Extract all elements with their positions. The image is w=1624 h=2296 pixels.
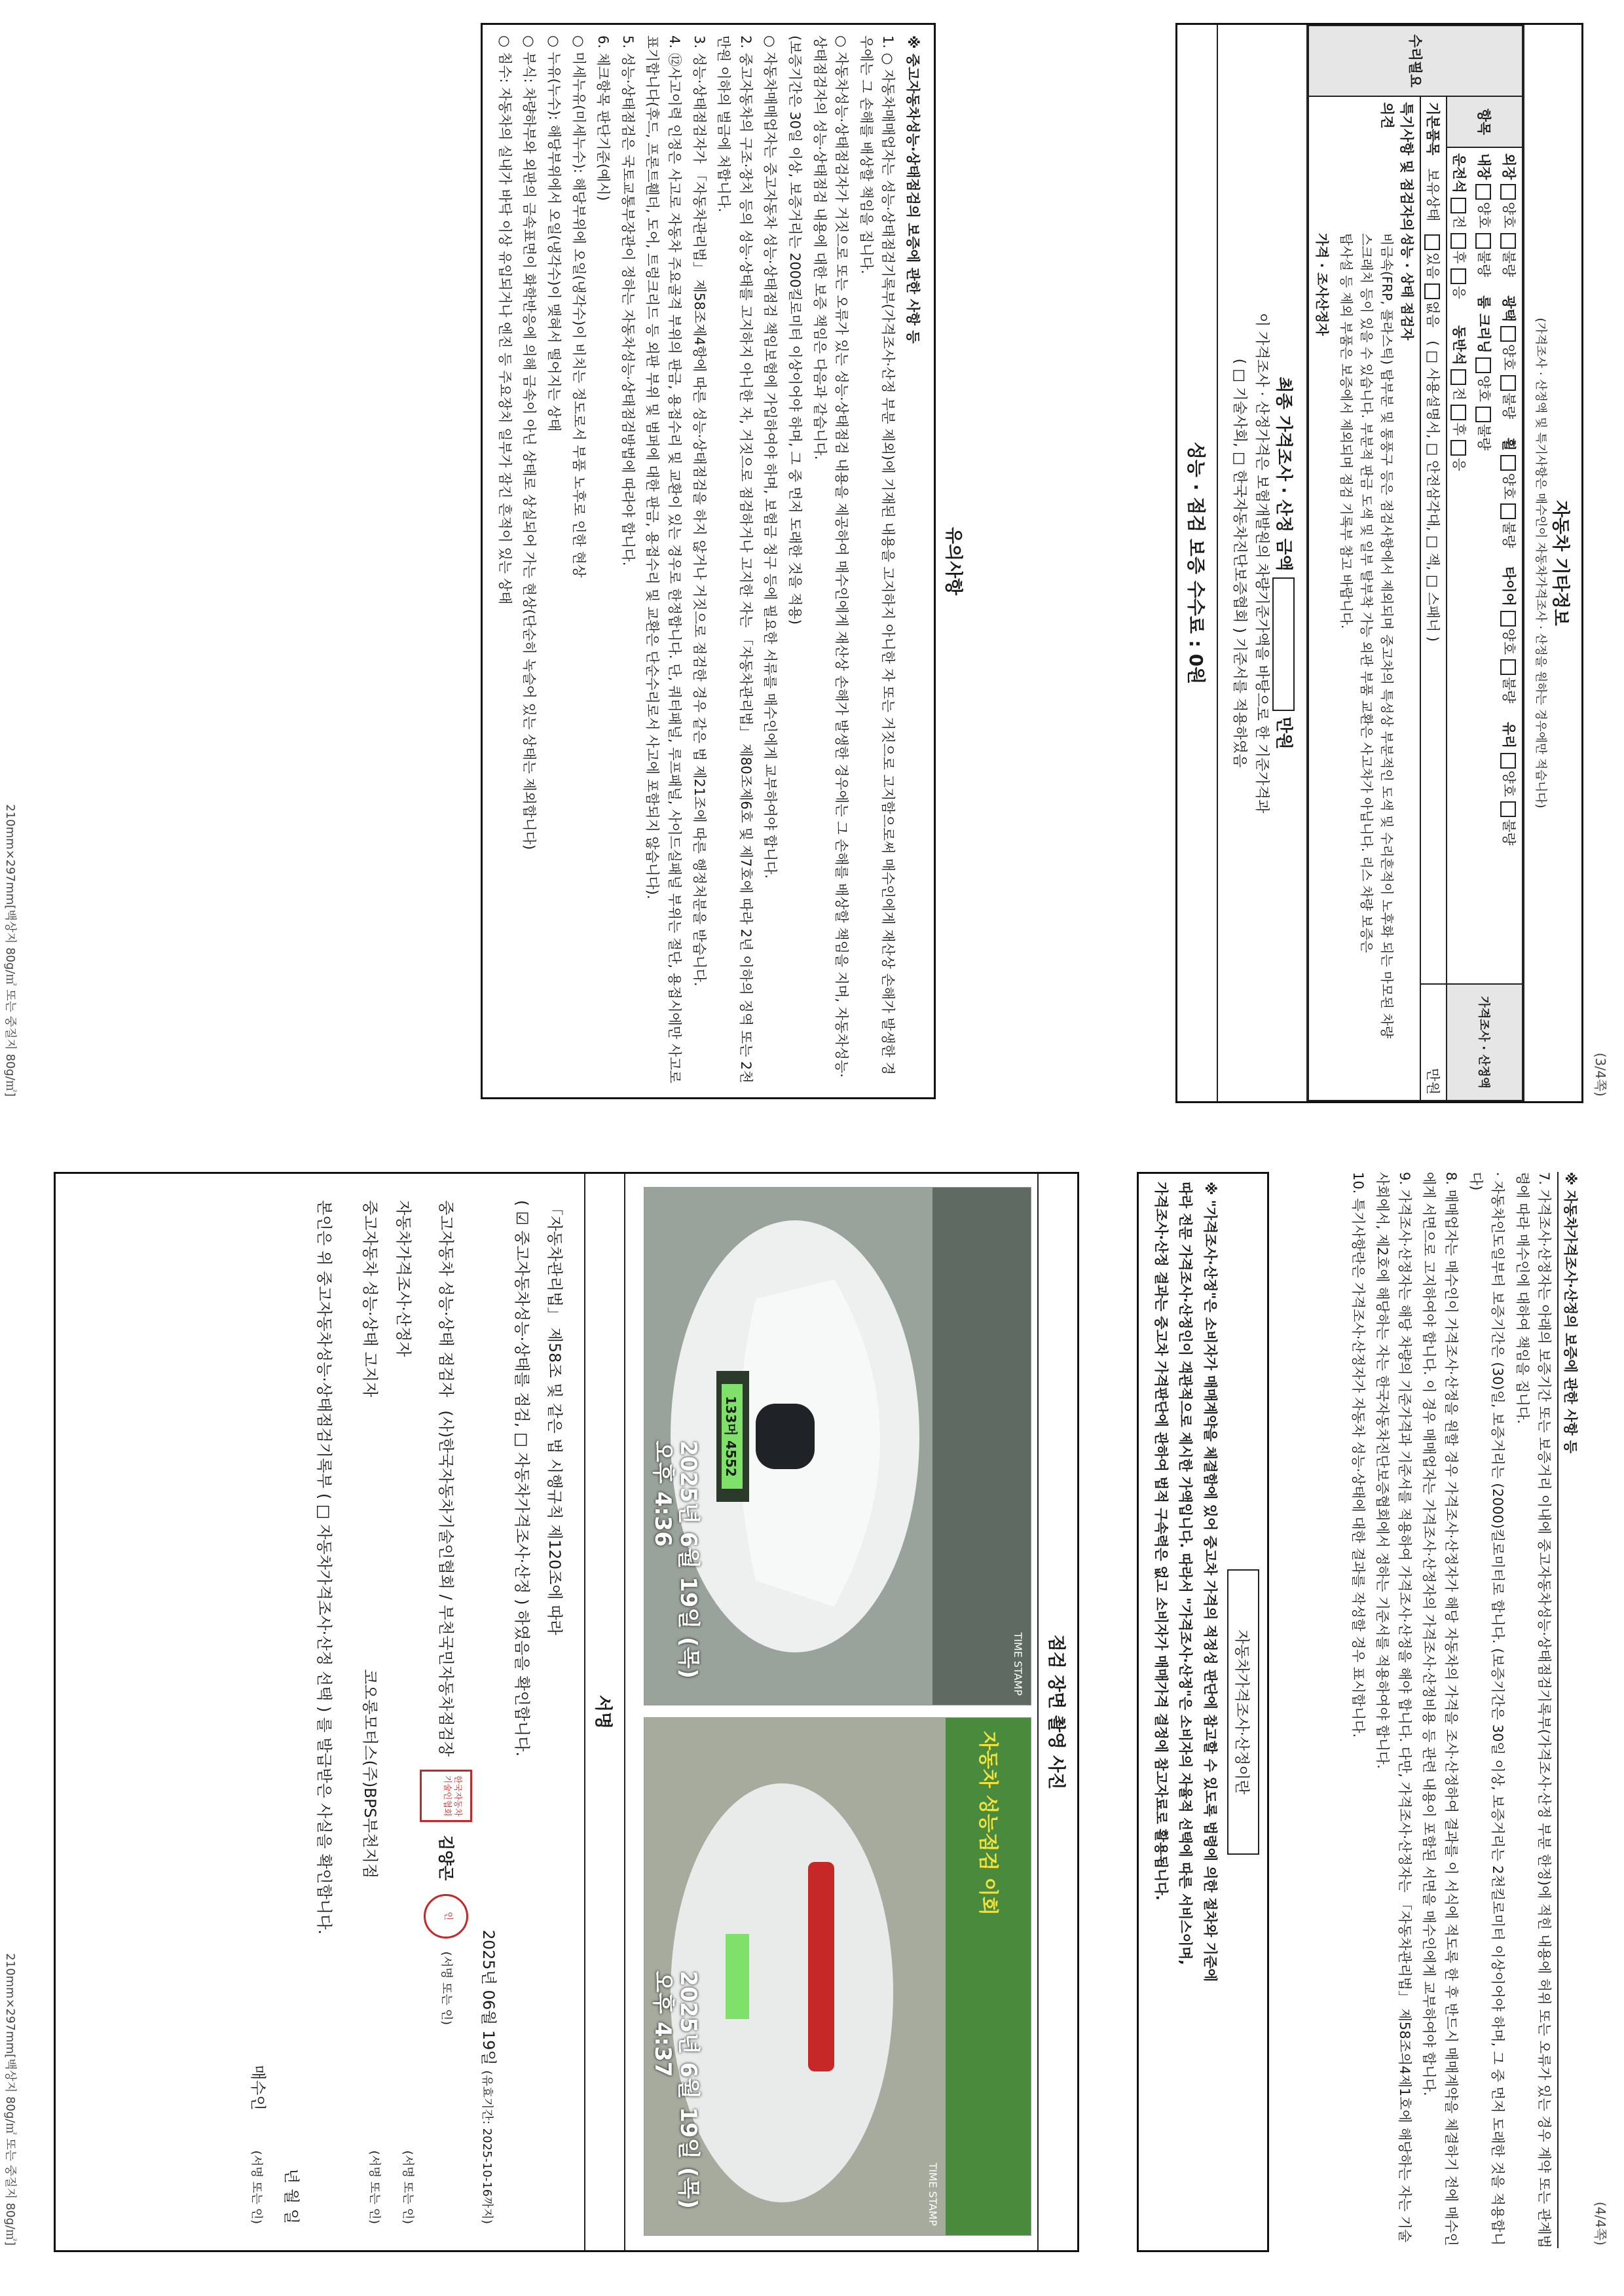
appraisal-heading: ※ 자동차가격조사·산정의 보증에 관한 사항 등 bbox=[1557, 1172, 1581, 2248]
page-number: (3/4쪽) bbox=[1593, 1052, 1608, 1097]
inspection-photo-front bbox=[644, 1187, 1031, 1705]
caution-title: 유의사항 bbox=[943, 526, 963, 596]
special-notes: 특기사항 및 점검자의 의견 성능 · 상태 점검자 비금속(FRP, 플라스틱) 탑부분 및 통풍구 등은 점검사항에서 제외되며 중고차의 특성상 부분적인 도색 및 수리흔적이 노후화 되는 마모된 차량 스크래치 등이 있을 수 있습니다. 부분적 판금 도색 및 일부 탈부착 가능 외관 부품 교환은 사고차가 아닙니다. 리스 차량 보증은 탑사설 등 제외 부품은 보증에서 제외되며 점검 기록부 참고 바랍니다. 가격 · 조사산정자 bbox=[1308, 96, 1420, 1101]
basic-items: 기본품목 보유상태 있음 없음 ( □ 사용설명서, □ 안전삼각대, □ 잭, □ 스패너 ) bbox=[1420, 96, 1447, 984]
law-line: 「자동차관리법」 제58조 및 같은 법 시행규칙 제120조에 따라 bbox=[545, 1200, 564, 1635]
org-seal-icon: 한국자동차기술인협회 bbox=[420, 1770, 472, 1822]
repair-item-cleaning: 룸 크리닝 양호 불량 bbox=[1476, 295, 1492, 451]
law-line-2: ( ☑ 중고자동차성능·상태를 점검, □ 자동차가격조사·산정 ) 하였음을 확인합니다. bbox=[512, 1200, 531, 1757]
repair-item-interior: 내장 양호 불량 bbox=[1476, 153, 1492, 278]
performance-label: 성능 · 상태 점검자 bbox=[1399, 233, 1416, 340]
appraisal-notes: ※ 자동차가격조사·산정의 보증에 관한 사항 등 7. 가격조사·산정자는 아래의 보증기간 또는 보증거리 이내에 중고자동차성능·상태점검기록부(가격조사·산정 부분 한정)에 적힌 내용에 허위 또는 오류가 있는 경우 계약 또는 관계법령에 따라 매수인에 대하여 책임을 집니다. · 자동차인도일부터 보증기간은 (30)일, 보증거리는 (2000)킬로미터로 합니다. (보증기간은 30일 이상, 보증거리는 2천킬로미터 이상이어야 하며, 그 중 먼저 도래한 것을 적용합니다) 8. 매매업자는 매수인이 가격조사·산정을 원할 경우 가격조사·산정자가 해당 자동차의 가격을 조사·산정하여 결과를 이 서식에 적도록 한 후 반드시 매매계약을 체결하기 전에 매수인에게 서면으로 고지하여야 합니다. 이 경우 매매업자는 가격조사·산정자의 가격조사·산정비용 등 관련 내용이 포함된 서면을 매수인에게 교부하여야 합니다. 9. 가격조사·산정자는 해당 차량의 기준가격과 기준서를 적용하여 가격조사·산정을 해야 합니다. 다만, 가격조사·산정자는 「자동차관리법」 제58조의4제1호에 해당하는 자는 기술사회에서, 제2호에 해당하는 자는 한국자동차진단보증협회에서 정하는 기준서를 적용하여야 합니다. 10. 특기사항란은 가격조사·산정자가 자동차 성능·상태에 대한 결과를 작성할 경우 표시합니다. bbox=[1344, 1172, 1583, 2248]
caution-section: 유의사항 ※ 중고자동차성능·상태점검의 보증에 관한 사항 등 1. ○ 자동차매매업자는 성능·상태점검기록부(가격조사·산정 부분 제외)에 기재된 내용을 고지하지 아니한 자 또는 거짓으로 고지함으로써 매수인에게 재산상 손해가 발생한 경우에는 그 손해를 배상할 책임을 집니다. ○ 자동차성능·상태점검자가 거짓으로 또는 오류가 있는 성능·상태점검 내용을 제공하여 매수인에게 재산상 손해가 발생한 경우에는 그 손해를 배상할 책임을 지며, 자동차성능·상태점검자의 성능·상태점검 내용에 대한 보증 책임은 다음과 같습니다. (보증기간은 30일 이상, 보증거리는 2000킬로미터 이상이어야 하며, 그 중 먼저 도래한 것을 적용) ○ 자동차매매업자는 중고자동차 성능·상태점검 책임보험에 가입하여야 하며, 보험금 청구 등에 필요한 서류를 매수인에게 교부하여야 합니다. 2. 중고자동차의 구조·장치 등의 성능·상태를 고지하지 아니한 자, 거짓으로 점검하거나 고지한 자는 「자동차관리법」 제80조제6호 및 제7호에 따라 2년 이하의 징역 또는 2천만원 이하의 벌금에 처합니다. 3. 성능·상태점검자가 「자동차관리법」 제58조제4항에 따른 성능·상태점검을 하지 않거나 거짓으로 점검한 경우 같은 법 제21조에 따른 행정처분을 받습니다. 4. ⑫사고이력 인정은 사고로 자동차 주요골격 부위의 판금, 용접수리 및 교환이 있는 경우로 한정합니다. 단, 쿼터패널, 루프패널, 사이드실패널 부위는 절단, 용접시에만 사고로 표기합니다(후드, 프론트휀더, 도어, 트렁크리드 등 외판 부위 및 범퍼에 대한 판금, 용접수리 및 교환은 단순수리로서 사고에 포함되지 않습니다). 5. 성능·상태점검은 국토교통부장관이 정하는 자동차성능·상태점검방법에 따라야 합니다. 6. 체크항목 판단기준(예시) ○ 미세누유(미세누수): 해당부위에 오일(냉각수)이 비치는 정도로서 부품 노후로 인한 현상 ○ 누유(누수): 해당부위에서 오일(냉각수)이 맺혀서 떨어지는 상태 ○ 부식: 차량하부와 외판의 금속표면이 화학반응에 의해 금속이 아닌 상태로 상실되어 가는 현상(단순히 녹슬어 있는 상태는 제외합니다) ○ 침수: 자동차의 실내가 바닥 이상 유입되거나 엔진 등 주요장치 일부가 잠긴 흔적이 있는 상태 bbox=[481, 23, 974, 1099]
price-unit: 만원 bbox=[1420, 984, 1447, 1101]
page-number: (4/4쪽) bbox=[1593, 2201, 1608, 2246]
passenger-seat: 동반석 전 후 응 bbox=[1451, 325, 1467, 471]
sign-title: 서명 bbox=[584, 1174, 624, 2250]
car-rear-image bbox=[644, 1718, 1031, 2235]
appraiser-label: 가격 · 조사산정자 bbox=[1314, 233, 1331, 336]
repair-item-gloss: 광택 양호 불량 bbox=[1501, 295, 1517, 420]
plate-text: 133머 4552 bbox=[723, 1396, 739, 1477]
repair-item-tire: 타이어 양호 불량 bbox=[1501, 566, 1517, 704]
page-footer: 210mm×297mm[백상지 80g/㎡ 또는 중질지 80g/㎡] bbox=[3, 804, 17, 1097]
appraisal-box-title: 자동차가격조사·산정이란 bbox=[1227, 1569, 1259, 1855]
repair-label: 수리필요 bbox=[1308, 26, 1522, 96]
repair-item-exterior: 외장 양호 불량 bbox=[1501, 153, 1517, 278]
dealer-line: 중고자동차 성능·상태 고지자 코오롱모터스(주)BPS부천지점 (서명 또는 인) bbox=[361, 1200, 382, 2224]
photo-timestamp: 2025년 6월 19일 (목) 오후 4:37 bbox=[650, 1971, 702, 2209]
page-3 bbox=[3, 23, 1608, 1103]
photo-section bbox=[54, 1172, 1079, 2252]
inspection-photo-rear bbox=[644, 1717, 1031, 2236]
buyer-line: 매수인 (서명 또는 인) bbox=[249, 2064, 268, 2224]
page-footer: 210mm×297mm[백상지 80g/㎡ 또는 중질지 80g/㎡] bbox=[3, 1953, 17, 2246]
repair-item-wheel: 휠 양호 불량 bbox=[1501, 437, 1517, 549]
timestamp-label: TIME STAMP bbox=[927, 2162, 939, 2226]
column-header: 항목 bbox=[1447, 96, 1522, 147]
repair-grid bbox=[1447, 147, 1522, 984]
photo-timestamp: 2025년 6월 19일 (목) 오후 4:36 bbox=[650, 1440, 702, 1679]
sign-date: 2025년 06월 19일 (유효기간: 2025-10-16까지) bbox=[479, 1929, 498, 2224]
final-price: 최종 가격조사 · 산정 금액 만원 이 가격조사 · 산정가격은 보험개발원의 차량기준가액을 바탕으로 한 기준가격과 ( □ 기술사회, □ 한국자동차진단보증협회 ) 기준서를 적용하였음 bbox=[1218, 25, 1308, 1101]
liability-heading: ※ 중고자동차성능·상태점검의 보증에 관한 사항 등 bbox=[905, 35, 921, 344]
buyer-date: 년 월 일 bbox=[282, 2168, 301, 2224]
seal-icon: 인 bbox=[424, 1894, 468, 1939]
car-front-image bbox=[644, 1188, 1031, 1705]
page-4 bbox=[3, 1172, 1608, 2252]
banner-text: 자동차 성능점검 이회 bbox=[976, 1731, 999, 1916]
fee-title: 성능 · 점검 보증 수수료 : 0원 bbox=[1177, 25, 1218, 1101]
repair-table bbox=[1308, 25, 1523, 1101]
buyer-confirm: 본인은 위 중고자동차성능·상태점검기록부 ( □ 자동차가격조사·산정 선택 ) 를 발급받은 사실을 확인합니다. bbox=[315, 1200, 334, 1935]
signature-section bbox=[229, 1174, 625, 2250]
inspector-line: 중고자동차 성능·상태 점검자 (사)한국자동차기술인협회 / 부천국민자동차점검장 한국자동차기술인협회 김양곤 인 (서명 또는 인) bbox=[420, 1200, 472, 2224]
section-title: 자동차 기타정보 (가격조사 · 산정액 및 특기사항은 매수인이 자동차가격조사 · 산정을 원하는 경우에만 적습니다) bbox=[1523, 25, 1581, 1101]
appraisal-info-box: 자동차가격조사·산정이란 ※ "가격조사·산정"은 소비자가 매매계약을 체결함에 있어 중고차 가격의 적정성 판단에 참고할 수 있도록 법령에 의한 절차와 기준에 따라 전문 가격조사·산정인이 객관적으로 제시한 가액입니다. 따라서 "가격조사·산정"은 소비자의 자율적 선택에 따른 서비스이며, 가격조사·산정 결과는 중고차 가격판단에 관하여 법적 구속력은 없고 소비자가 매매가격 결정에 참고자료로 활용됩니다. bbox=[1137, 1172, 1269, 2252]
driver-seat: 운전석 전 후 응 bbox=[1451, 153, 1467, 299]
timestamp-label: TIME STAMP bbox=[1012, 1632, 1024, 1696]
repair-item-glass: 유리 양호 불량 bbox=[1501, 721, 1517, 846]
appraiser-line: 자동차가격조사·산정자 (서명 또는 인) bbox=[394, 1200, 415, 2224]
price-header: 가격조사 · 산정액 bbox=[1447, 984, 1522, 1101]
vehicle-other-info bbox=[1175, 23, 1583, 1103]
special-label: 특기사항 및 점검자의 의견 bbox=[1379, 102, 1415, 232]
photo-title: 점검 장면 촬영 사진 bbox=[1037, 1174, 1077, 2250]
section-subtitle: (가격조사 · 산정액 및 특기사항은 매수인이 자동차가격조사 · 산정을 원하는 경우에만 적습니다) bbox=[1534, 318, 1547, 809]
